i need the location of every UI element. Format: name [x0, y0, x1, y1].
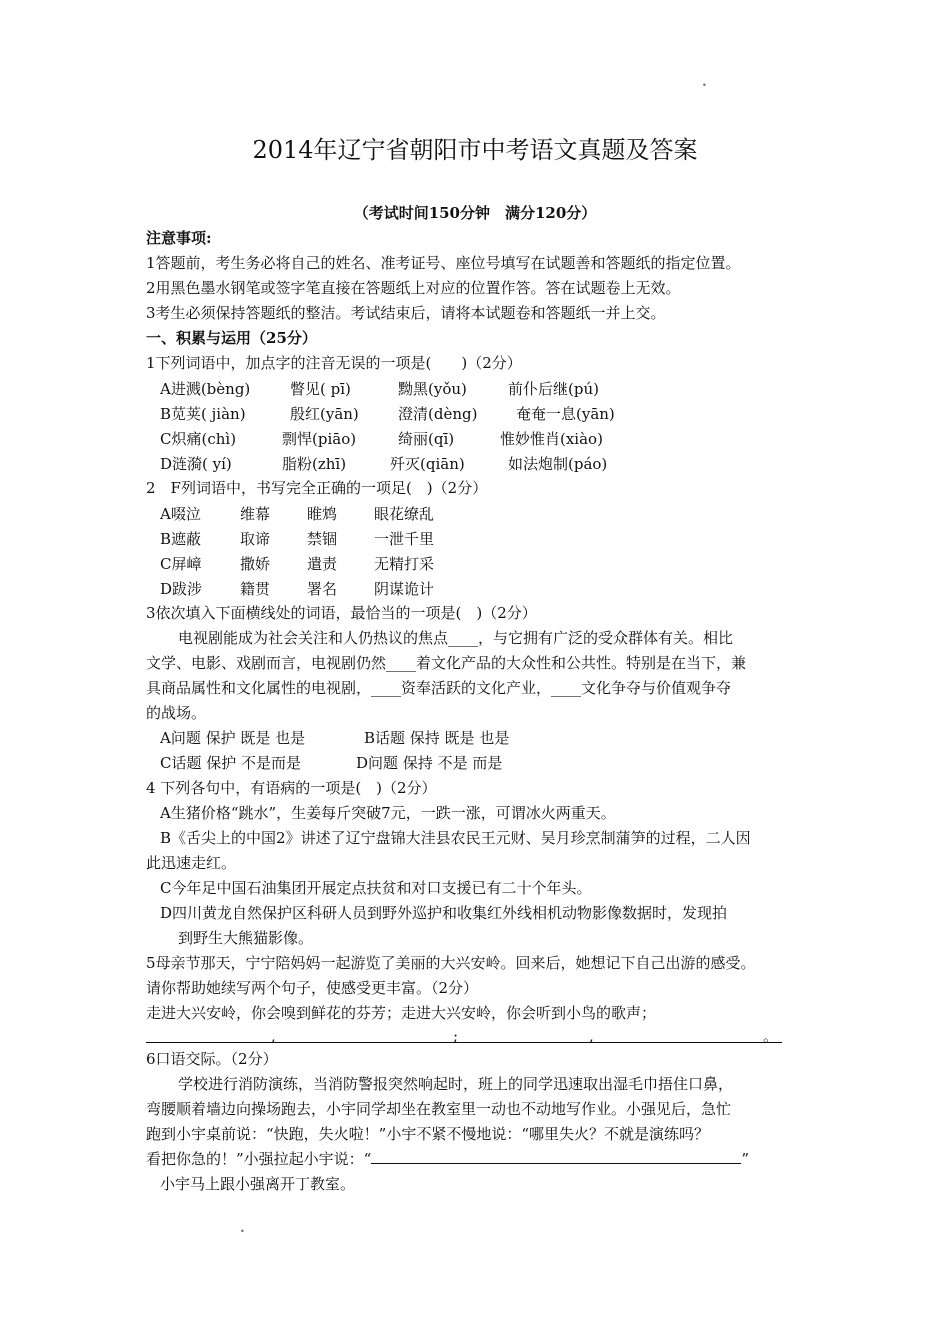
- passage-line: 小宇马上跟小强离开丁教室。: [160, 1175, 356, 1193]
- note-item: 2用黑色墨水钢笔或签字笔直接在答题纸上对应的位置作答。答在试题卷上无效。: [146, 279, 681, 297]
- option-a: A生猪价格“跳水”，生姜每斤突破7元，一跌一涨，可谓冰火两重天。: [160, 804, 616, 822]
- option-cell: D涟漪( yí): [160, 455, 232, 473]
- section-heading: 一、积累与运用（25分）: [146, 329, 317, 347]
- option-cell: A啜泣: [160, 505, 201, 523]
- option-cell: 前仆后继(pú): [508, 380, 599, 398]
- option-cell: 睢鸩: [307, 505, 338, 523]
- option-cell: 维幕: [240, 505, 271, 523]
- option-cell: 禁锢: [307, 530, 338, 548]
- answer-blank[interactable]: [371, 1149, 741, 1164]
- option-b-continued: 此迅速走红。: [146, 854, 237, 872]
- option-cell: D跋涉: [160, 580, 203, 598]
- option-cell: 绮丽(qī): [398, 430, 455, 448]
- option-cell: 澄清(dèng): [398, 405, 478, 423]
- passage-line: [146, 1149, 749, 1169]
- option-cell: 遣责: [307, 555, 338, 573]
- option-cell: 歼灭(qiān): [390, 455, 465, 473]
- option-cell: 脂粉(zhī): [282, 455, 347, 473]
- option-d: D问题 保持 不是 而是: [356, 754, 503, 772]
- question-1-stem: 1下列词语中，加点字的注音无误的一项是( )（2分）: [146, 354, 522, 372]
- question-2-stem: 2 F列词语中，书写完全正确的一项足( )（2分）: [146, 479, 488, 497]
- passage-line: 电视剧能成为社会关注和人仍热议的焦点____，与它拥有广泛的受众群体有关。相比: [178, 629, 734, 647]
- answer-line[interactable]: [146, 1042, 782, 1043]
- passage-line: 学校进行消防演练，当消防警报突然响起时，班上的同学迅速取出湿毛巾捂住口鼻，: [178, 1075, 734, 1093]
- passage-line: 的战场。: [146, 704, 207, 722]
- question-5-given: 走进大兴安岭，你会嗅到鲜花的芬芳；走进大兴安岭，你会听到小鸟的歌声；: [146, 1004, 657, 1022]
- option-cell: 奄奄一息(yān): [516, 405, 615, 423]
- answer-punct: ;: [453, 1027, 459, 1045]
- answer-punct: 。: [763, 1027, 779, 1045]
- option-d: D四川黄龙自然保护区科研人员到野外巡护和收集红外线相机动物影像数据时，发现拍: [160, 904, 728, 922]
- option-b: B话题 保持 既是 也是: [364, 729, 510, 747]
- option-cell: A进溅(bèng): [160, 380, 251, 398]
- line-prefix: 看把你急的！”小强拉起小宇说：“: [146, 1150, 372, 1168]
- footer-mark: •: [240, 1227, 245, 1236]
- option-cell: 惟妙惟肖(xiào): [500, 430, 603, 448]
- option-cell: 瞥见( pī): [290, 380, 351, 398]
- passage-line: 弯腰顺着墙边向操场跑去，小宇同学却坐在教室里一动也不动地写作业。小强见后，急忙: [146, 1100, 732, 1118]
- passage-line: 跑到小宇桌前说：“快跑，失火啦！”小宇不紧不慢地说：“哪里失火？不就是演练吗？: [146, 1125, 710, 1143]
- answer-punct: ,: [271, 1027, 276, 1045]
- passage-line: 文学、电影、戏剧而言，电视剧仍然____着文化产品的大众性和公共性。特别是在当下，兼: [146, 654, 747, 672]
- option-c: C话题 保护 不是而是: [160, 754, 302, 772]
- corner-mark: •: [702, 81, 707, 90]
- option-cell: 眼花缭乱: [374, 505, 435, 523]
- option-cell: 取谛: [240, 530, 271, 548]
- passage-line: 具商品属性和文化属性的电视剧，____资奉活跃的文化产业，____文化争夺与价值观争夺: [146, 679, 732, 697]
- option-cell: 阴谋诡计: [374, 580, 435, 598]
- exam-info: （考试时间150分钟 满分120分）: [353, 204, 597, 222]
- answer-punct: ,: [589, 1027, 594, 1045]
- option-cell: 署名: [307, 580, 338, 598]
- option-cell: 撒娇: [240, 555, 271, 573]
- option-a: A问题 保护 既是 也是: [160, 729, 306, 747]
- question-3-stem: 3依次填入下面横线处的词语，最恰当的一项是( )（2分）: [146, 604, 537, 622]
- option-cell: C炽痛(chì): [160, 430, 237, 448]
- line-suffix: ”: [741, 1150, 750, 1168]
- option-cell: C屏嶂: [160, 555, 202, 573]
- option-cell: 籍贯: [240, 580, 271, 598]
- question-6-stem: 6口语交际。（2分）: [146, 1050, 278, 1068]
- option-cell: 黝黑(yǒu): [398, 380, 467, 398]
- option-d-continued: 到野生大熊猫影像。: [178, 929, 314, 947]
- note-item: 3考生必须保持答题纸的整洁。考试结束后，请将本试题卷和答题纸一并上交。: [146, 304, 666, 322]
- option-cell: 一泄千里: [374, 530, 435, 548]
- question-5-stem: 请你帮助她续写两个句子，使感受更丰富。（2分）: [146, 979, 479, 997]
- page-title: 2014年辽宁省朝阳市中考语文真题及答案: [252, 136, 698, 164]
- option-cell: 殷红(yān): [290, 405, 359, 423]
- option-cell: 剽悍(piāo): [282, 430, 357, 448]
- notes-heading: 注意事项:: [146, 229, 212, 247]
- question-5-stem: 5母亲节那天，宁宁陪妈妈一起游览了美丽的大兴安岭。回来后，她想记下自己出游的感受。: [146, 954, 756, 972]
- note-item: 1答题前，考生务必将自己的姓名、准考证号、座位号填写在试题善和答题纸的指定位置。: [146, 254, 741, 272]
- option-cell: 无精打采: [374, 555, 435, 573]
- option-cell: B遮蔽: [160, 530, 202, 548]
- option-c: C今年足中国石油集团开展定点扶贫和对口支援已有二十个年头。: [160, 879, 592, 897]
- option-b: B《舌尖上的中国2》讲述了辽宁盘锦大洼县农民王元财、吴月珍烹制蒲笋的过程，二人因: [160, 829, 751, 847]
- option-cell: B苋荚( jiàn): [160, 405, 246, 423]
- question-4-stem: 4 下列各句中，有语病的一项是( )（2分）: [146, 779, 437, 797]
- option-cell: 如法炮制(páo): [508, 455, 608, 473]
